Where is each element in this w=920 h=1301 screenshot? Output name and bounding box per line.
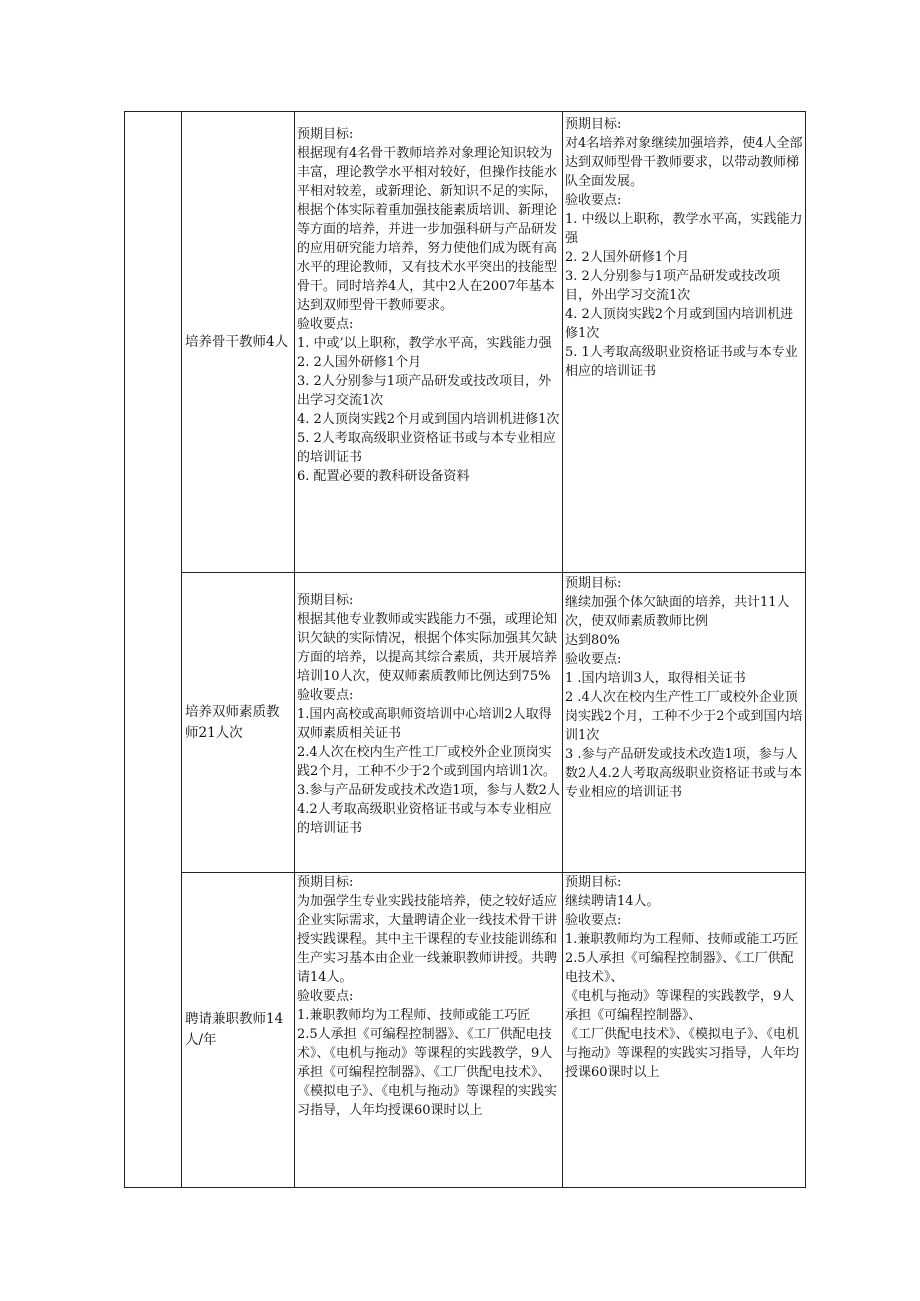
row-category-cell xyxy=(182,573,294,872)
acceptance-item: 3. 2人分别参与1项产品研发或技改项目，外出学习交流1次 xyxy=(565,269,781,303)
followup-cell xyxy=(563,873,806,1187)
acceptance-item: 《电机与拖动》等课程的实践教学，9人承担《可编程控制器》、 xyxy=(565,989,795,1023)
acceptance-heading: 验收要点: xyxy=(297,989,354,1004)
acceptance-item: 4. 2人顶岗实践2个月或到国内培训机进修1次 xyxy=(297,412,560,427)
row-category-cell xyxy=(182,873,294,1187)
acceptance-item: 2 .4人次在校内生产性工厂或校外企业顶岗实践2个月，工种不少于2个或到国内培训1次 xyxy=(565,690,803,743)
acceptance-item: 2.4人次在校内生产性工厂或校外企业顶岗实践2个月，工种不少于2个或到国内培训1次。 xyxy=(297,745,556,779)
target-text: 根据其他专业教师或实践能力不强，或理论知识欠缺的实际情况，根据个体实际加强其欠缺方面的培养，以提高其综合素质，共开展培养培训10人次，使双师素质教师比例达到75%验收要点: xyxy=(297,612,558,703)
target-heading: 预期目标: xyxy=(565,576,622,591)
acceptance-item: 《工厂供配电技术》、《模拟电子》、《电机与拖动》等课程的实践实习指导，人年均授课60课时以上 xyxy=(565,1027,800,1080)
target-text: 继续聘请14人。 xyxy=(565,894,660,909)
target-heading: 预期目标: xyxy=(565,117,622,132)
target-text: 为加强学生专业实践技能培养，使之较好适应企业实际需求，大量聘请企业一线技术骨干讲授实践课程。其中主干课程的专业技能训练和生产实习基本由企业一线兼职教师讲授。共聘请14人。 xyxy=(297,894,558,985)
row-category-label: 培养双师素质教师21人次 xyxy=(185,703,280,741)
acceptance-item: 2. 2人国外研修1个月 xyxy=(297,355,422,370)
acceptance-heading: 验收要点: xyxy=(565,193,622,208)
target-heading: 预期目标: xyxy=(297,875,354,890)
target-cell xyxy=(295,873,562,1187)
acceptance-item: 3. 2人分别参与1项产品研发或技改项目，外出学习交流1次 xyxy=(297,374,552,408)
acceptance-item: 5. 1人考取高级职业资格证书或与本专业相应的培训证书 xyxy=(565,345,798,379)
target-heading: 预期目标: xyxy=(297,593,354,608)
acceptance-item: 1. 中级以上职称，教学水平高，实践能力强 xyxy=(565,212,803,246)
acceptance-item: 1.兼职教师均为工程师、技师或能工巧匠2.5人承担《可编程控制器》、《工厂供配电技术》、 xyxy=(565,932,799,985)
target-heading: 预期目标: xyxy=(565,875,622,890)
acceptance-item: 1 .国内培训3人，取得相关证书 xyxy=(565,671,746,686)
acceptance-heading: 验收要点: xyxy=(565,652,622,667)
acceptance-heading: 验收要点: xyxy=(297,317,354,332)
target-text: 达到80% xyxy=(565,633,620,648)
followup-cell xyxy=(563,574,806,872)
acceptance-item: 4. 2人顶岗实践2个月或到国内培训机进修1次 xyxy=(565,307,794,341)
target-heading: 预期目标: xyxy=(297,127,354,142)
acceptance-item: 1.兼职教师均为工程师、技师或能工巧匠 xyxy=(297,1008,531,1023)
target-cell xyxy=(295,125,562,572)
target-cell xyxy=(295,591,562,872)
followup-cell xyxy=(563,115,806,572)
acceptance-item: 1. 中或’以上职称，教学水平高，实践能力强 xyxy=(297,336,552,351)
target-text: 根据现有4名骨干教师培养对象理论知识较为丰富，理论教学水平相对较好，但操作技能水平相对较差，或新理论、新知识不足的实际，根据个体实际着重加强技能素质培训、新理论等方面的培养，并进一步加强科研与产品研发的应用研究能力培养，努力使他们成为既有高水平的理论教师，又有技术水平突出的技能型骨干。同时培养4人，其中2人在2007年基本达到双师型骨干教师要求。 xyxy=(297,146,558,313)
acceptance-item: 6. 配置必要的教科研设备资料 xyxy=(297,469,470,484)
target-text: 对4名培养对象继续加强培养，使4人全部达到双师型骨干教师要求，以带动教师梯队全面发展。 xyxy=(565,136,803,189)
acceptance-heading: 验收要点: xyxy=(565,913,622,928)
acceptance-item: 2.5人承担《可编程控制器》、《工厂供配电技术》、《电机与拖动》等课程的实践教学，9人承担《可编程控制器》、《工厂供配电技术》、《模拟电子》、《电机与拖动》等课程的实践实习指导，人年均授课60课时以上 xyxy=(297,1027,558,1118)
acceptance-item: 1.国内高校或高职师资培训中心培训2人取得双师素质相关证书 xyxy=(297,707,552,741)
row-category-label: 聘请兼职教师14人/年 xyxy=(185,1011,284,1048)
acceptance-item: 5. 2人考取高级职业资格证书或与本专业相应的培训证书 xyxy=(297,431,556,465)
acceptance-item: 2. 2人国外研修1个月 xyxy=(565,250,690,265)
row-category-cell xyxy=(182,112,294,572)
acceptance-item: 3 .参与产品研发或技术改造1项，参与人数2人4.2人考取高级职业资格证书或与本专业相应的培训证书 xyxy=(565,747,802,800)
acceptance-item: 4.2人考取高级职业资格证书或与本专业相应的培训证书 xyxy=(297,802,552,836)
acceptance-item: 3.参与产品研发或技术改造1项，参与人数2人 xyxy=(297,783,560,798)
row-category-label: 培养骨干教师4人 xyxy=(185,333,289,350)
target-text: 继续加强个体欠缺面的培养，共计11人次，使双师素质教师比例 xyxy=(565,595,790,629)
